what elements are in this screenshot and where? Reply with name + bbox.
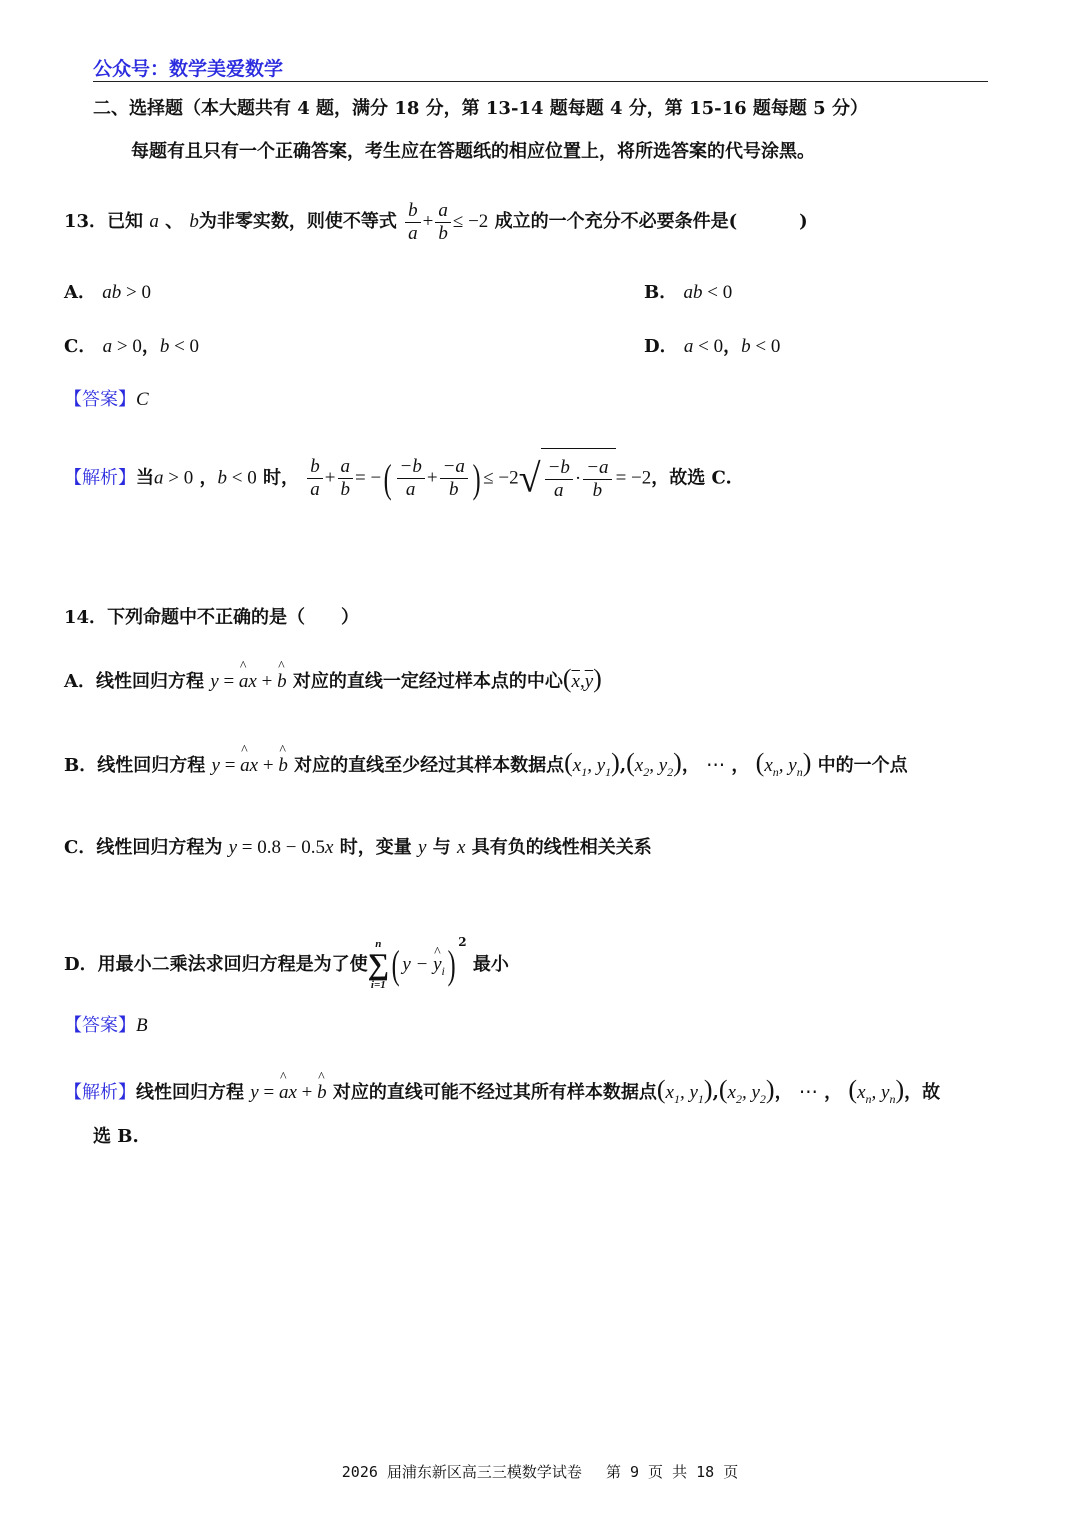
q13-stem: 13．已知 a 、 b为非零实数，则使不等式 $\frac{b}{a}$ + $\frac{a}{b}$ ≤ −2 成立的一个充分不必要条件是( ) [64, 199, 808, 244]
page-footer: 2026 届浦东新区高三三模数学试卷 第 9 页 共 18 页 [341, 1463, 739, 1481]
section-title: 二、选择题（本大题共有 4 题，满分 18 分，第 13-14 题每题 4 分，第 15-16 题每题 5 分） [93, 98, 868, 119]
q13-option-b: B． ab < 0 [644, 282, 733, 303]
q14-option-d: D．用最小二乘法求回归方程是为了使 n ∑ i=1 ( y − ^ $y_i$) $^2$ 最小 [64, 912, 509, 1001]
q14-analysis: 【解析】线性回归方程 y = ^ ax + ^ b 对应的直线可能不经过其所有样本数据点($x_1$, $y_1),(x_2$, $y_2$)， ⋯ ， ($x_n$, $y_n$)，故 [64, 1075, 940, 1107]
q14-option-c: C．线性回归方程为 y = 0.8 − 0.5x 时，变量 y 与 x 具有负的线性相关关系 [64, 837, 652, 858]
q13-analysis: 【解析】当a > 0 ，b < 0 时， $\frac{b}{a}$ + $\frac{a}{b}$ = −( $\frac{-b}{a}$ + $\frac{-a}{b}$ ) ≤ −2√ $\frac{-b}{a}$ · $\frac{-a}{b}$ = −2，故选 C. [64, 448, 732, 509]
q13-option-c: C． a > 0，b < 0 [64, 336, 200, 357]
q13-answer: 【答案】C [64, 389, 149, 410]
q13-option-a: A． ab > 0 [64, 282, 151, 303]
section-instruction: 每题有且只有一个正确答案，考生应在答题纸的相应位置上，将所选答案的代号涂黑。 [131, 141, 815, 162]
q14-stem: 14．下列命题中不正确的是（ ） [64, 607, 360, 628]
q14-option-b: B．线性回归方程 y = ^ ax + ^ b 对应的直线至少经过其样本数据点($x_1$, $y_1),(x_2$, $y_2$)， ⋯ ， ($x_n$, $y_n$) 中的一个点 [64, 748, 908, 780]
q14-analysis-cont: 选 B. [93, 1126, 139, 1147]
header-rule [93, 81, 988, 82]
q13-option-d: D． a < 0，b < 0 [644, 336, 781, 357]
q14-answer: 【答案】B [64, 1015, 148, 1036]
q14-option-a: A．线性回归方程 y = ^ ax + ^ b 对应的直线一定经过样本点的中心$(\overline{x},\overline{y})$ [64, 664, 602, 694]
account-header: 公众号：数学美爱数学 [93, 58, 284, 80]
